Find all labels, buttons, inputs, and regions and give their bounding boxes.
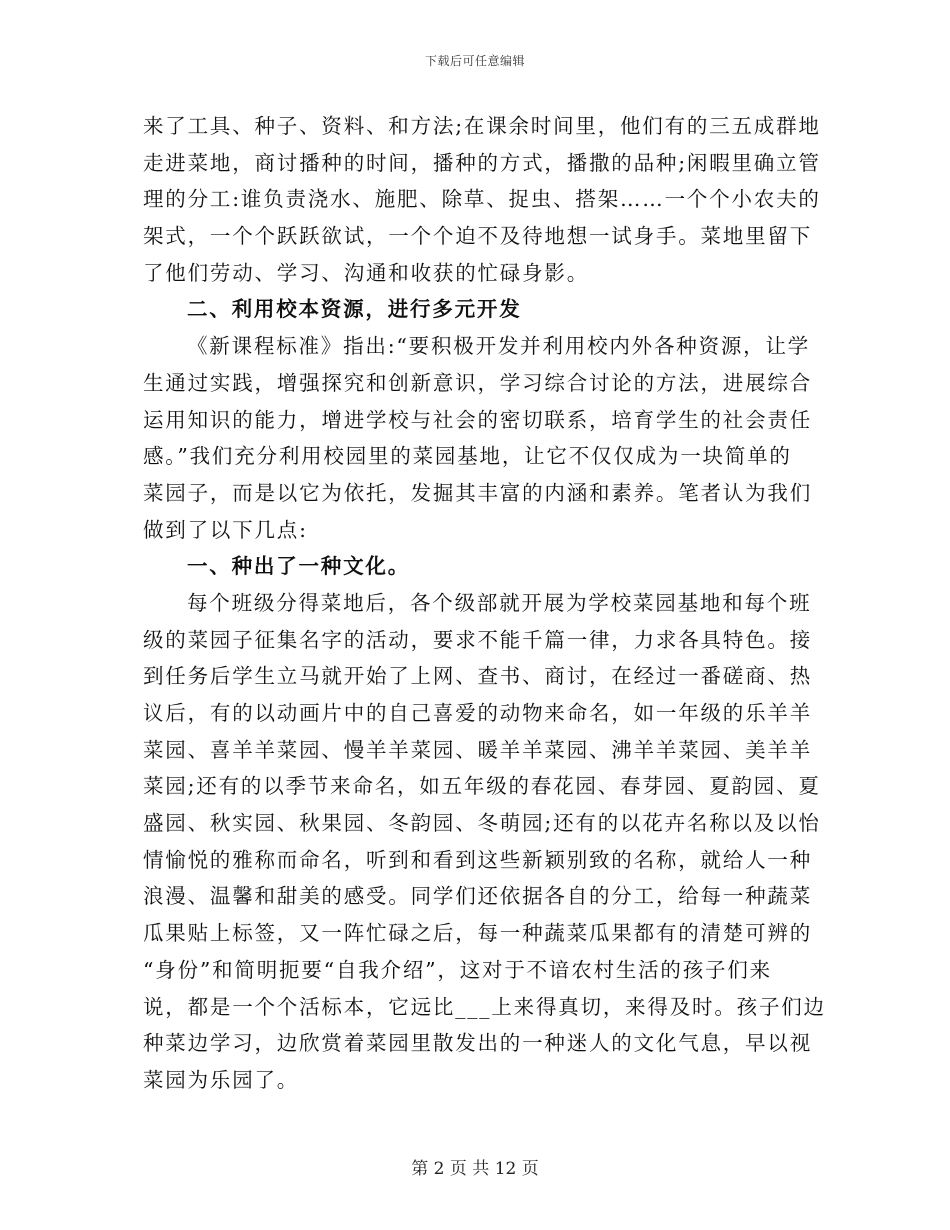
page-header: 下载后可任意编辑 <box>424 54 525 68</box>
body-line: 运用知识的能力，增进学校与社会的密切联系，培育学生的社会责任 <box>143 407 812 432</box>
body-line: “身份”和简明扼要“自我介绍”，这对于不谙农村生活的孩子们来 <box>143 957 772 982</box>
body-line: 了他们劳动、学习、沟通和收获的忙碌身影。 <box>143 260 589 285</box>
subsection-heading: 一、种出了一种文化。 <box>187 554 410 579</box>
body-line: 浪漫、温馨和甜美的感受。同学们还依据各自的分工，给每一种蔬菜 <box>143 884 812 909</box>
body-line: 菜园为乐园了。 <box>143 1067 300 1092</box>
body-line: 情愉悦的雅称而命名，听到和看到这些新颖别致的名称，就给人一种 <box>143 847 812 872</box>
body-line: 盛园、秋实园、秋果园、冬韵园、冬萌园;还有的以花卉名称以及以怡 <box>143 811 821 836</box>
body-line: 瓜果贴上标签，又一阵忙碌之后，每一种蔬菜瓜果都有的清楚可辨的 <box>143 921 812 946</box>
body-line: 走进菜地，商讨播种的时间，播种的方式，播撒的品种;闲暇里确立管 <box>143 150 821 175</box>
page-number: 第 2 页 共 12 页 <box>411 1159 539 1179</box>
body-line: 菜园、喜羊羊菜园、慢羊羊菜园、暖羊羊菜园、沸羊羊菜园、美羊羊 <box>143 737 812 762</box>
section-heading: 二、利用校本资源，进行多元开发 <box>187 297 522 322</box>
body-line: 理的分工:谁负责浇水、施肥、除草、捉虫、搭架……一个个小农夫的 <box>143 187 821 212</box>
body-line: 菜园;还有的以季节来命名，如五年级的春花园、春芽园、夏韵园、夏 <box>143 774 821 799</box>
body-line: 来了工具、种子、资料、和方法;在课余时间里，他们有的三五成群地 <box>143 114 821 138</box>
body-line: 到任务后学生立马就开始了上网、查书、商讨，在经过一番磋商、热 <box>143 664 812 689</box>
body-line: 说，都是一个个活标本，它远比___上来得真切，来得及时。孩子们边 <box>143 994 826 1019</box>
body-line: 生通过实践，增强探究和创新意识，学习综合讨论的方法，进展综合 <box>143 370 812 395</box>
body-line: 菜园子，而是以它为依托，发掘其丰富的内涵和素养。笔者认为我们 <box>143 480 812 505</box>
body-line: 《新课程标准》指出:“要积极开发并利用校内外各种资源，让学 <box>187 334 811 359</box>
body-line: 议后，有的以动画片中的自己喜爱的动物来命名，如一年级的乐羊羊 <box>143 701 812 725</box>
document-body <box>143 108 826 1099</box>
body-line: 级的菜园子征集名字的活动，要求不能千篇一律，力求各具特色。接 <box>143 627 812 652</box>
body-line: 架式，一个个跃跃欲试，一个个迫不及待地想一试身手。菜地里留下 <box>143 224 812 249</box>
body-line: 做到了以下几点: <box>143 517 308 542</box>
body-line: 感。”我们充分利用校园里的菜园基地，让它不仅仅成为一块简单的 <box>143 444 792 469</box>
body-line: 每个班级分得菜地后，各个级部就开展为学校菜园基地和每个班 <box>187 590 812 615</box>
body-line: 种菜边学习，边欣赏着菜园里散发出的一种迷人的文化气息，早以视 <box>143 1031 812 1056</box>
